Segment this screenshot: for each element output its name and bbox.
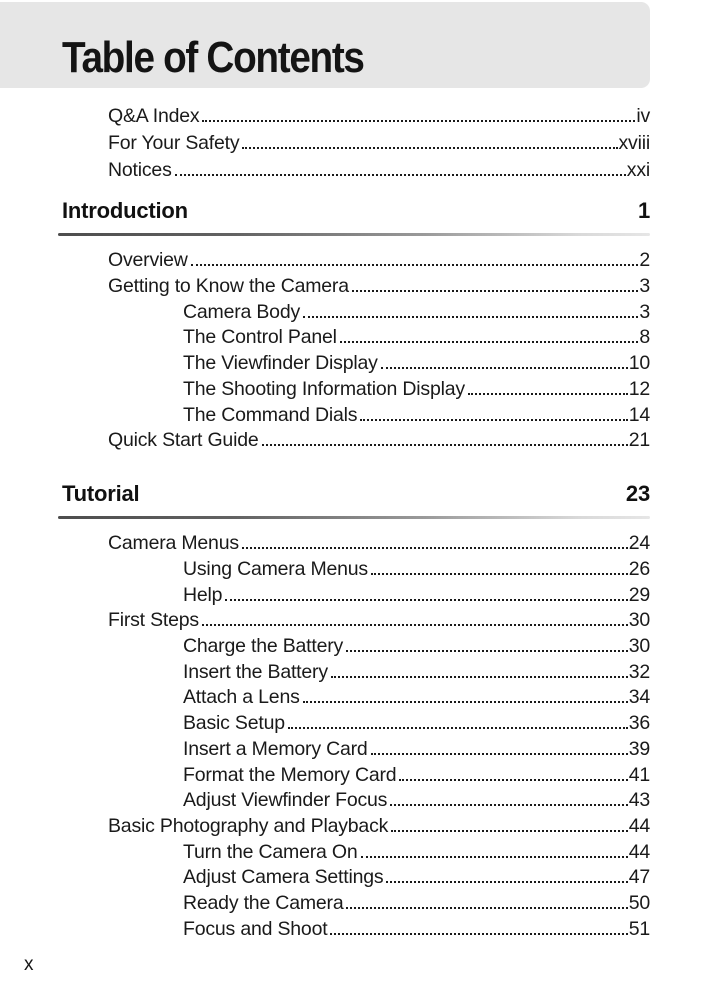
section-rule	[58, 516, 650, 519]
toc-entry-label: Using Camera Menus	[183, 557, 368, 580]
dot-leader	[399, 779, 627, 781]
toc-entry-label: Turn the Camera On	[183, 840, 358, 863]
toc-entry[interactable]	[62, 274, 650, 300]
toc-entry[interactable]	[62, 788, 650, 814]
section-heading	[62, 198, 650, 224]
dot-leader	[262, 444, 628, 446]
toc-entry-label: Notices	[108, 159, 172, 181]
toc-entry-label: Getting to Know the Camera	[108, 275, 349, 297]
toc-entry-page: 44	[628, 840, 650, 863]
toc-entry-label: Basic Photography and Playback	[108, 814, 389, 837]
toc-entry[interactable]	[62, 737, 650, 763]
toc-entry-label: Insert the Battery	[183, 660, 328, 683]
dot-leader	[361, 856, 628, 858]
toc-entry-page: iv	[636, 105, 650, 127]
folio-page-number: x	[24, 954, 34, 975]
toc-entry[interactable]	[62, 428, 650, 454]
dot-leader	[288, 727, 628, 729]
toc-entry-label: Camera Body	[183, 300, 301, 323]
dot-leader	[331, 676, 628, 678]
toc-entry[interactable]	[62, 377, 650, 403]
toc-entry-page: 14	[628, 403, 650, 426]
toc-entry-page: 34	[628, 686, 650, 709]
dot-leader	[340, 341, 639, 343]
toc-entry-page: 29	[628, 583, 650, 606]
toc-entry[interactable]	[62, 403, 650, 429]
dot-leader	[303, 316, 638, 318]
toc-entry-label: The Viewfinder Display	[183, 352, 378, 375]
toc-entry-page: 51	[628, 917, 650, 940]
toc-entry[interactable]	[62, 865, 650, 891]
toc-entry[interactable]	[62, 711, 650, 737]
toc-entry[interactable]	[62, 531, 650, 557]
toc-entry-label: First Steps	[108, 609, 199, 632]
toc-entry[interactable]	[62, 608, 650, 634]
toc-entry-page: 21	[628, 429, 650, 452]
section-title: Introduction	[62, 198, 188, 223]
toc-entry-page: 44	[628, 814, 650, 837]
section-page-number: 1	[637, 198, 650, 223]
toc-entry[interactable]	[62, 685, 650, 711]
toc-entry[interactable]	[62, 917, 650, 943]
toc-entry-label: Quick Start Guide	[108, 429, 259, 452]
section-page-number: 23	[625, 480, 650, 506]
toc-entry-page: 41	[628, 763, 650, 786]
toc-entry[interactable]	[62, 351, 650, 377]
toc-entry-page: 2	[639, 249, 650, 272]
toc-section	[62, 481, 650, 943]
toc-entry-page: 3	[639, 300, 650, 323]
toc-entry-label: Basic Setup	[183, 712, 285, 735]
toc-entry-label: The Shooting Information Display	[183, 377, 465, 400]
toc-entry[interactable]	[62, 248, 650, 274]
toc-entry[interactable]	[62, 583, 650, 609]
dot-leader	[191, 264, 639, 266]
toc-entry[interactable]	[62, 814, 650, 840]
dot-leader	[360, 419, 627, 421]
toc-entry-page: xxi	[626, 159, 650, 181]
dot-leader	[371, 573, 628, 575]
dot-leader	[386, 881, 627, 883]
dot-leader	[242, 547, 628, 549]
toc-entry-label: Help	[183, 583, 223, 606]
toc-entry-page: xviii	[618, 132, 650, 154]
toc-entry-page: 47	[628, 866, 650, 889]
toc-entry-label: For Your Safety	[108, 132, 240, 154]
toc-section	[62, 198, 650, 454]
toc-entry-page: 26	[628, 557, 650, 580]
toc-entry-page: 39	[628, 737, 650, 760]
toc-entry[interactable]	[62, 634, 650, 660]
section-entry-list	[62, 531, 650, 942]
toc-entry-page: 36	[628, 712, 650, 735]
dot-leader	[468, 393, 628, 395]
dot-leader	[202, 624, 628, 626]
toc-entry-label: Format the Memory Card	[183, 763, 397, 786]
dot-leader	[381, 367, 628, 369]
toc-entry-page: 30	[628, 635, 650, 658]
toc-entry[interactable]	[62, 130, 650, 157]
dot-leader	[175, 174, 626, 176]
toc-entry-label: Camera Menus	[108, 532, 239, 555]
toc-entry-label: Attach a Lens	[183, 686, 300, 709]
toc-entry-page: 10	[628, 352, 650, 375]
toc-entry-label: Insert a Memory Card	[183, 737, 368, 760]
dot-leader	[225, 599, 627, 601]
toc-entry-page: 43	[628, 789, 650, 812]
dot-leader	[352, 290, 638, 292]
toc-entry[interactable]	[62, 557, 650, 583]
toc-entry[interactable]	[62, 325, 650, 351]
dot-leader	[371, 753, 628, 755]
toc-entry[interactable]	[62, 840, 650, 866]
toc-entry-page: 24	[628, 532, 650, 555]
page-title: Table of Contents	[62, 33, 364, 82]
dot-leader	[202, 120, 635, 122]
dot-leader	[346, 650, 628, 652]
toc-entry-page: 8	[639, 326, 650, 349]
toc-entry[interactable]	[62, 103, 650, 130]
toc-entry-page: 50	[628, 892, 650, 915]
dot-leader	[390, 804, 627, 806]
toc-entry-page: 32	[628, 660, 650, 683]
toc-entry-page: 3	[639, 275, 650, 297]
dot-leader	[242, 147, 617, 149]
toc-entry[interactable]	[62, 660, 650, 686]
toc-entry-label: Overview	[108, 249, 188, 272]
toc-entry-label: The Command Dials	[183, 403, 358, 426]
toc-entry-label: Adjust Camera Settings	[183, 866, 384, 889]
toc-sections	[62, 198, 650, 942]
toc-entry-label: Focus and Shoot	[183, 917, 328, 940]
toc-entry[interactable]	[62, 763, 650, 789]
toc-content	[62, 0, 650, 942]
section-heading	[62, 481, 650, 507]
toc-entry-page: 12	[628, 377, 650, 400]
toc-entry-page: 30	[628, 609, 650, 632]
section-entry-list	[62, 248, 650, 454]
toc-entry-label: Q&A Index	[108, 105, 200, 127]
toc-entry-label: Ready the Camera	[183, 892, 344, 915]
dot-leader	[303, 701, 628, 703]
toc-entry-label: Charge the Battery	[183, 635, 344, 658]
toc-entry-label: The Control Panel	[183, 326, 337, 349]
section-rule	[58, 233, 650, 236]
dot-leader	[346, 907, 627, 909]
front-matter-list	[62, 103, 650, 184]
toc-entry[interactable]	[62, 157, 650, 184]
dot-leader	[391, 830, 628, 832]
dot-leader	[330, 933, 627, 935]
section-title: Tutorial	[62, 480, 140, 506]
toc-entry[interactable]	[62, 891, 650, 917]
toc-entry-label: Adjust Viewfinder Focus	[183, 789, 388, 812]
toc-entry[interactable]	[62, 300, 650, 326]
